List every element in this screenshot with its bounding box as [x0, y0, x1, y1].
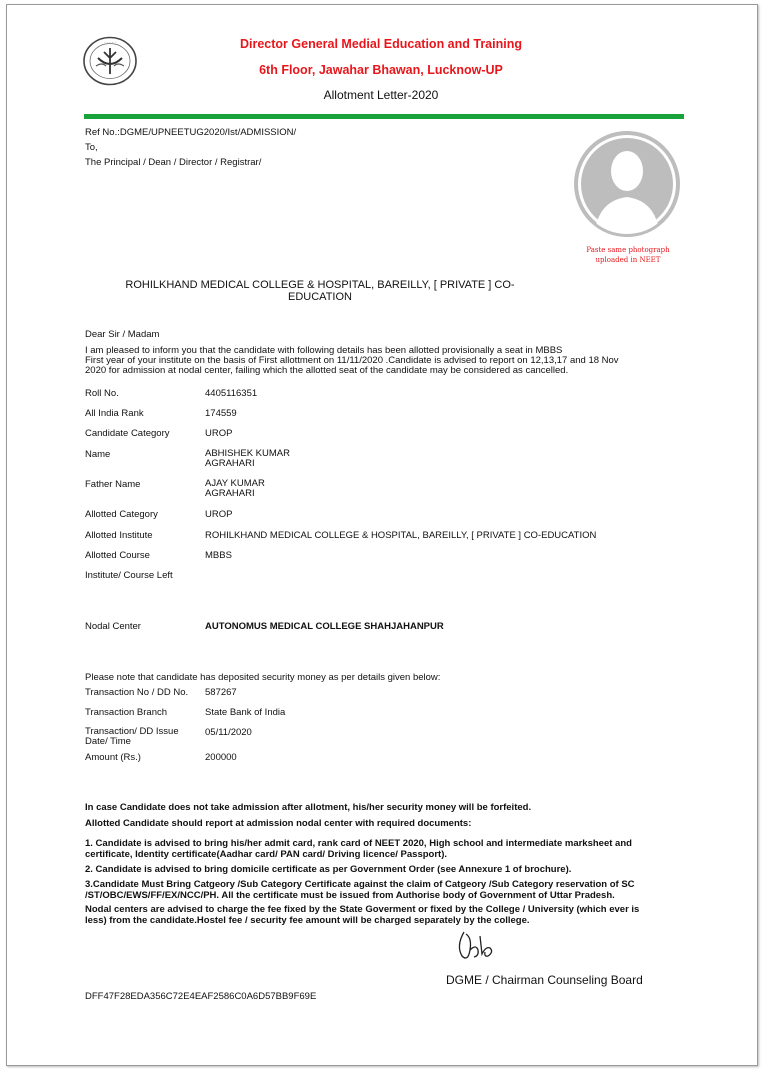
note-item-2: 2. Candidate is advised to bring domicile certificate as per Government Order (see Annexure 1 of brochure).: [85, 864, 572, 875]
detail-value: [205, 449, 290, 469]
document-hash: DFF47F28EDA356C72E4EAF2586C0A6D57BB9F69E: [85, 991, 317, 1002]
nodal-label: Nodal Center: [85, 621, 141, 632]
nodal-value: AUTONOMUS MEDICAL COLLEGE SHAHJAHANPUR: [205, 621, 444, 632]
deposit-label: Transaction No / DD No.: [85, 687, 189, 698]
detail-label: Name: [85, 449, 111, 460]
signature-image: [452, 926, 502, 966]
college-name-line: ROHILKHAND MEDICAL COLLEGE & HOSPITAL, BAREILLY, [ PRIVATE ] CO-: [125, 279, 515, 291]
note-line: 3.Candidate Must Bring Catgeory /Sub Category Certificate against the claim of Catgeory /Sub Category reservation of SC: [85, 879, 635, 890]
detail-value-line: AJAY KUMAR: [205, 478, 265, 489]
deposit-label-line: Date/ Time: [85, 736, 131, 747]
svg-text:· · · · ·: · · · · ·: [104, 40, 116, 45]
header-address: 6th Floor, Jawahar Bhawan, Lucknow-UP: [259, 63, 503, 77]
note-report: Allotted Candidate should report at admission nodal center with required documents:: [85, 818, 472, 829]
deposit-value: 200000: [205, 752, 237, 763]
detail-label: Allotted Category: [85, 509, 158, 520]
note-line: certificate, Identity certificate(Aadhar card/ PAN card/ Driving licence/ Passport).: [85, 848, 447, 860]
deposit-label-line: Transaction/ DD Issue: [85, 726, 179, 737]
detail-label: Candidate Category: [85, 428, 170, 439]
to-line: To,: [85, 142, 98, 153]
deposit-label: Amount (Rs.): [85, 752, 141, 763]
addressee: The Principal / Dean / Director / Registrar/: [85, 157, 262, 168]
college-name-line: EDUCATION: [288, 291, 352, 303]
deposit-value: 587267: [205, 687, 237, 698]
signatory-title: DGME / Chairman Counseling Board: [446, 973, 643, 987]
detail-value: 4405116351: [205, 388, 258, 399]
detail-label: Allotted Institute: [85, 530, 153, 541]
detail-label: Father Name: [85, 479, 141, 490]
college-name: [100, 279, 540, 303]
detail-value: 174559: [205, 408, 237, 419]
intro-paragraph: [85, 346, 619, 376]
detail-label: All India Rank: [85, 408, 144, 419]
deposit-label: Transaction Branch: [85, 707, 168, 718]
deposit-value: State Bank of India: [205, 707, 286, 718]
detail-value: [205, 479, 265, 499]
note-item-1: [85, 839, 685, 860]
detail-value: UROP: [205, 428, 233, 439]
detail-label: Institute/ Course Left: [85, 570, 173, 581]
note-line: less) from the candidate.Hostel fee / security fee amount will be charged separately by the college.: [85, 914, 530, 926]
detail-value-line: AGRAHARI: [205, 488, 255, 499]
detail-value: ROHILKHAND MEDICAL COLLEGE & HOSPITAL, BAREILLY, [ PRIVATE ] CO-EDUCATION: [205, 530, 597, 541]
detail-label: Roll No.: [85, 388, 119, 399]
photo-caption-line: Paste same photograph: [586, 246, 670, 254]
photo-caption-line: uploaded in NEET: [595, 256, 661, 264]
deposit-value: 05/11/2020: [205, 727, 252, 738]
deposit-note: Please note that candidate has deposited security money as per details given below:: [85, 672, 441, 683]
header-divider: [84, 114, 684, 119]
photo-caption: [578, 245, 678, 265]
photo-placeholder-icon: [572, 129, 682, 239]
detail-value: MBBS: [205, 550, 232, 561]
note-item-3: [85, 880, 685, 901]
reference-number: Ref No.:DGME/UPNEETUG2020/Ist/ADMISSION/: [85, 127, 297, 138]
note-forfeit: In case Candidate does not take admission after allotment, his/her security money will be forfeited.: [85, 802, 532, 813]
letter-title: Allotment Letter-2020: [323, 88, 439, 102]
detail-value: UROP: [205, 509, 233, 520]
note-line: Nodal centers are advised to charge the fee fixed by the State Goverment or fixed by the College / University (which ever is: [85, 904, 640, 915]
detail-value-line: AGRAHARI: [205, 458, 255, 469]
intro-line: I am pleased to inform you that the candidate with following details has been allotted provisionally a seat in MBBS: [85, 345, 563, 356]
note-line: 1. Candidate is advised to bring his/her admit card, rank card of NEET 2020, High school and intermediate marksheet and: [85, 838, 632, 849]
note-fee: [85, 905, 685, 926]
intro-line: First year of your institute on the basis of First allottment on 11/11/2020 .Candidate is advised to report on 12,13,17 and 18 Nov: [85, 355, 619, 366]
deposit-label: [85, 727, 179, 747]
header-title: Director General Medial Education and Training: [239, 37, 522, 51]
note-line: /ST/OBC/EWS/FF/EX/NCC/PH. All the certificate must be issued from Authorise body of Government of Uttar Pradesh.: [85, 889, 615, 901]
detail-label: Allotted Course: [85, 550, 150, 561]
salutation: Dear Sir / Madam: [85, 329, 160, 340]
detail-value-line: ABHISHEK KUMAR: [205, 448, 290, 459]
intro-line: 2020 for admission at nodal center, failing which the allotted seat of the candidate may be considered as cancelled.: [85, 365, 569, 376]
